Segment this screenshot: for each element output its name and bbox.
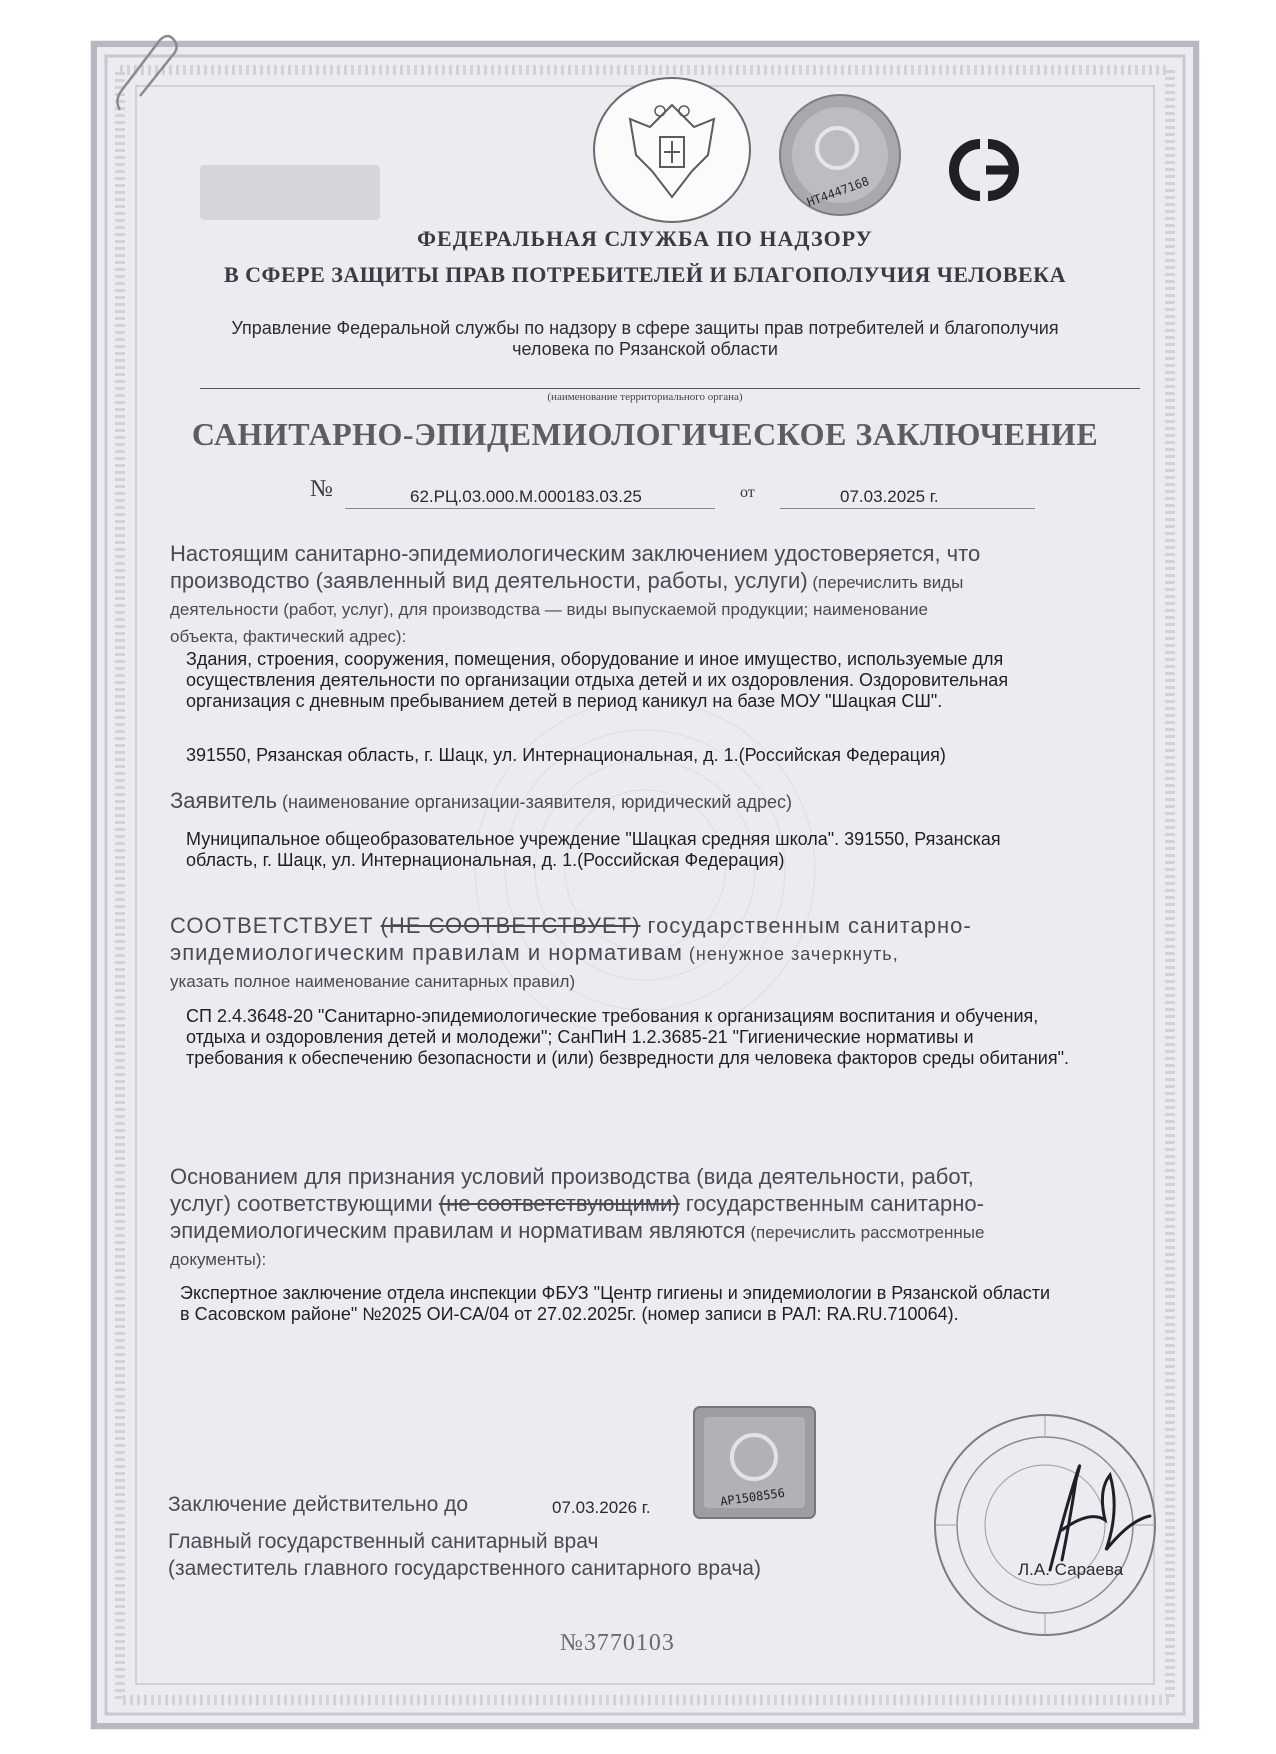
basis-doc-line: Экспертное заключение отдела инспекции ФБУЗ "Центр гигиены и эпидемиологии в Рязанской области bbox=[180, 1283, 1051, 1303]
certificate-number: 62.РЦ.03.000.М.000183.03.25 bbox=[410, 487, 642, 506]
number-label: № bbox=[310, 476, 333, 502]
applicant-line: Муниципальное общеобразовательное учреждение "Шацкая средняя школа". 391550, Рязанская bbox=[186, 829, 1001, 849]
applicant-label: Заявитель bbox=[170, 788, 278, 813]
conformity-hint: указать полное наименование санитарных правил) bbox=[170, 972, 576, 991]
basis-line bbox=[170, 1190, 1180, 1217]
lead-line: деятельности (работ, услуг), для производства — виды выпускаемой продукции; наименование bbox=[170, 600, 928, 619]
conformity-statement bbox=[170, 912, 1180, 995]
conformity-status: СООТВЕТСТВУЕТ bbox=[170, 913, 374, 938]
lead-hint: (перечислить виды bbox=[807, 573, 964, 592]
struck-option: (НЕ СООТВЕТСТВУЕТ) bbox=[380, 913, 641, 938]
hologram-sticker bbox=[692, 1405, 817, 1520]
date-label: от bbox=[740, 484, 755, 501]
applicant-details bbox=[186, 829, 1186, 871]
basis-line: Основанием для признания условий производства (вида деятельности, работ, bbox=[170, 1164, 974, 1189]
lead-paragraph bbox=[170, 540, 1180, 650]
basis-documents bbox=[180, 1283, 1190, 1325]
basis-hint: документы): bbox=[170, 1250, 267, 1269]
basis-doc-line: в Сасовском районе" №2025 ОИ-СА/04 от 27.02.2025г. (номер записи в РАЛ: RA.RU.710064). bbox=[180, 1304, 959, 1324]
regional-office-line2: человека по Рязанской области bbox=[512, 339, 778, 359]
basis-line bbox=[170, 1217, 1180, 1246]
se-mark-logo bbox=[930, 130, 1040, 210]
conformity-text: государственным санитарно- bbox=[640, 913, 972, 938]
lead-line bbox=[170, 567, 1180, 596]
sticker-number: АР1508556 bbox=[719, 1485, 786, 1509]
agency-title-line2: В СФЕРЕ ЗАЩИТЫ ПРАВ ПОТРЕБИТЕЛЕЙ И БЛАГОПОЛУЧИЯ ЧЕЛОВЕКА bbox=[224, 262, 1066, 287]
hologram-number: НТ4447168 bbox=[805, 174, 871, 210]
serial-number: №3770103 bbox=[560, 1630, 675, 1656]
conformity-line bbox=[170, 939, 1180, 968]
document-title: САНИТАРНО-ЭПИДЕМИОЛОГИЧЕСКОЕ ЗАКЛЮЧЕНИЕ bbox=[191, 416, 1099, 452]
regional-office bbox=[180, 318, 1110, 360]
coat-of-arms-emblem bbox=[590, 75, 755, 225]
signer-name: Л.А. Сараева bbox=[1018, 1560, 1124, 1579]
activity-line: осуществления деятельности по организации отдыха детей и их оздоровления. Оздоровительная bbox=[186, 670, 1009, 690]
paperclip-icon bbox=[112, 30, 182, 120]
lead-line: объекта, фактический адрес): bbox=[170, 627, 407, 646]
lead-text: производство (заявленный вид деятельности, работы, услуги) bbox=[170, 568, 808, 593]
applicant-line: область, г. Шацк, ул. Интернациональная, д. 1.(Российская Федерация) bbox=[186, 850, 785, 870]
activity-line: организация с дневным пребыванием детей в период каникул на базе МОУ "Шацкая СШ". bbox=[186, 691, 943, 711]
valid-until-date: 07.03.2026 г. bbox=[552, 1498, 651, 1517]
basis-text: эпидемиологическим правилам и нормативам являются bbox=[170, 1218, 746, 1243]
applicant-hint: (наименование организации-заявителя, юридический адрес) bbox=[277, 792, 792, 812]
basis-statement bbox=[170, 1163, 1180, 1273]
lead-line: Настоящим санитарно-эпидемиологическим заключением удостоверяется, что bbox=[170, 541, 981, 566]
conformity-hint: (ненужное зачеркнуть, bbox=[682, 944, 899, 964]
divider bbox=[200, 388, 1140, 389]
conformity-line bbox=[170, 912, 1180, 939]
hologram-seal bbox=[775, 90, 905, 220]
conformity-text: эпидемиологическим правилам и нормативам bbox=[170, 940, 683, 965]
chief-doctor-title: Главный государственный санитарный врач bbox=[168, 1530, 599, 1553]
date-underline bbox=[780, 508, 1035, 509]
activity-line: Здания, строения, сооружения, помещения, оборудование и иное имущество, используемые для bbox=[186, 649, 1004, 669]
agency-title-line1: ФЕДЕРАЛЬНАЯ СЛУЖБА ПО НАДЗОРУ bbox=[417, 226, 873, 251]
regional-caption: (наименование территориального органа) bbox=[547, 391, 743, 403]
applicant-label-line bbox=[170, 787, 792, 816]
deputy-doctor-title: (заместитель главного государственного санитарного врача) bbox=[168, 1557, 761, 1580]
activity-description bbox=[186, 649, 1186, 712]
facility-address: 391550, Рязанская область, г. Шацк, ул. Интернациональная, д. 1.(Российская Федерация) bbox=[186, 745, 946, 765]
valid-until-label: Заключение действительно до bbox=[168, 1493, 469, 1516]
issue-date: 07.03.2025 г. bbox=[840, 487, 939, 506]
redacted-stamp bbox=[200, 165, 380, 220]
rules-line: отдыха и оздоровления детей и молодежи"; СанПиН 1.2.3685-21 "Гигиенические нормативы и bbox=[186, 1027, 974, 1047]
basis-hint: (перечислить рассмотренные bbox=[745, 1223, 985, 1242]
sanitary-rules bbox=[186, 1006, 1196, 1069]
number-underline bbox=[345, 508, 715, 509]
rules-line: требования к обеспечению безопасности и (или) безвредности для человека факторов среды обитания". bbox=[186, 1048, 1069, 1068]
regional-office-line1: Управление Федеральной службы по надзору в сфере защиты прав потребителей и благополучия bbox=[231, 318, 1059, 338]
struck-option: (не соответствующими) bbox=[438, 1191, 680, 1216]
basis-text: государственным санитарно- bbox=[679, 1191, 984, 1216]
rules-line: СП 2.4.3648-20 "Санитарно-эпидемиологические требования к организациям воспитания и обучения, bbox=[186, 1006, 1039, 1026]
basis-text: услуг) соответствующими bbox=[170, 1191, 439, 1216]
